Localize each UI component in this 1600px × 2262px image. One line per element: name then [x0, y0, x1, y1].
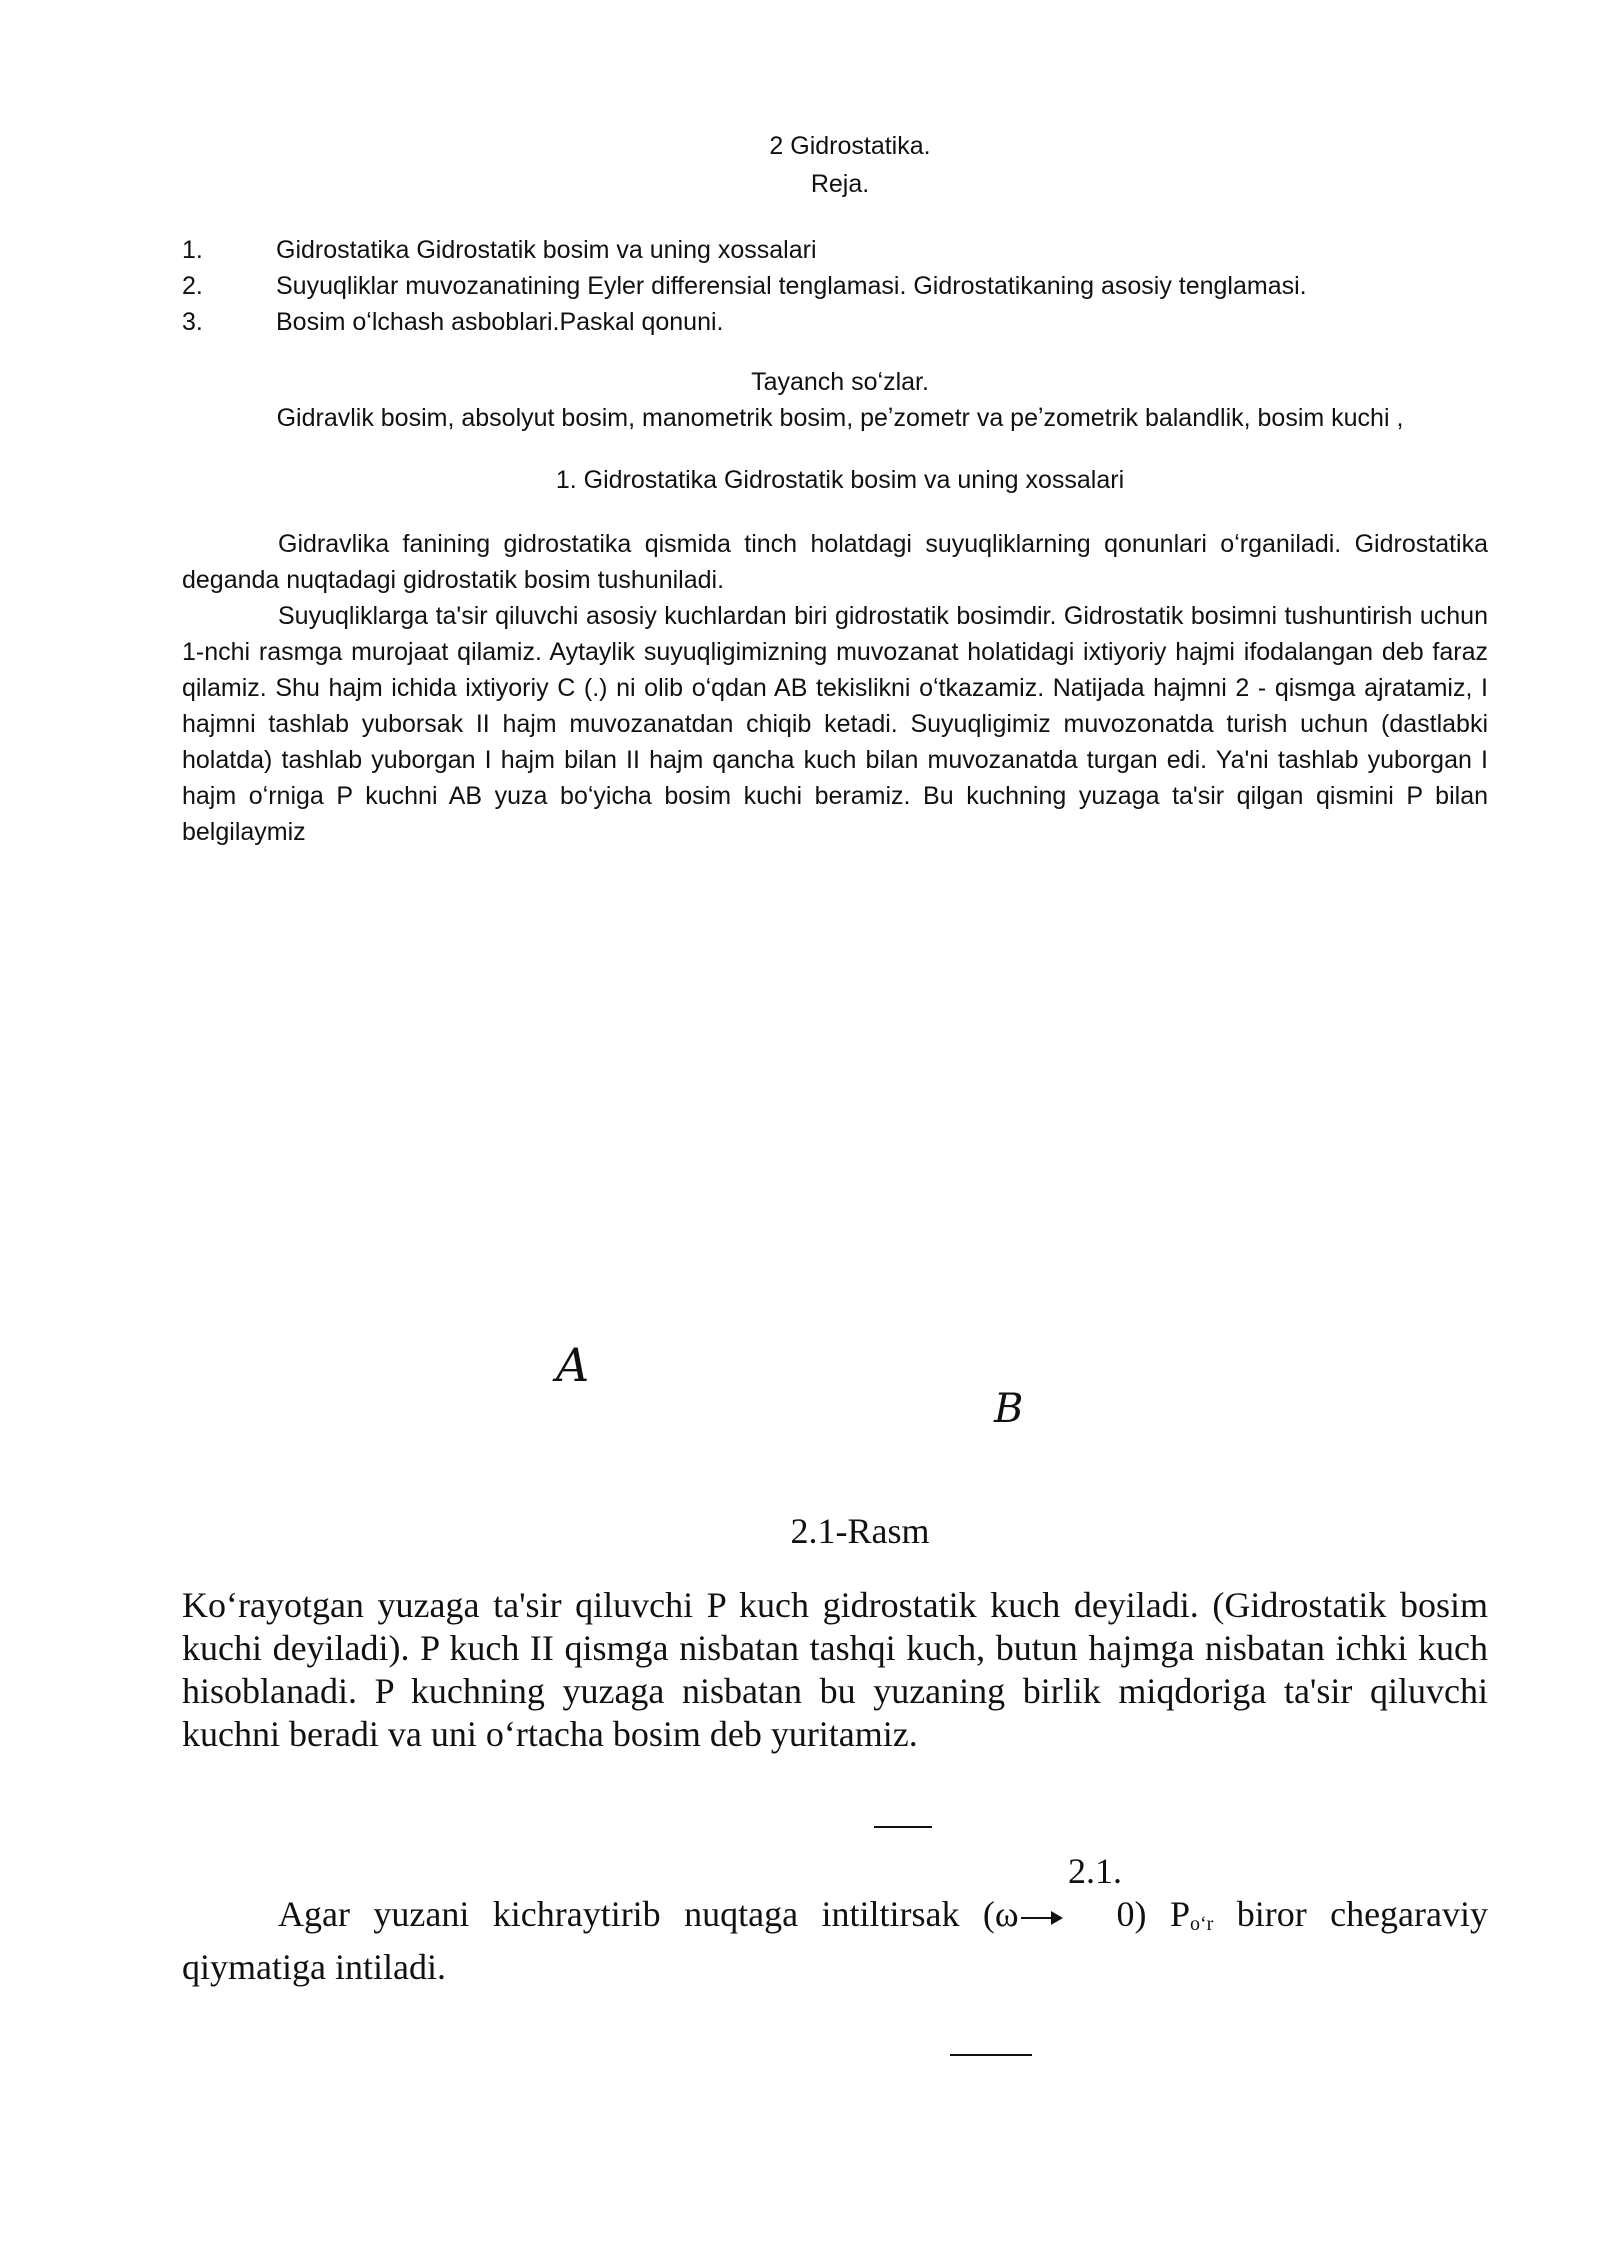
- body-paragraph: [182, 1893, 1488, 1989]
- subscript: oʻr: [1189, 1913, 1214, 1935]
- figure-label-b: B: [994, 1386, 1024, 1432]
- paragraph: Suyuqliklarga ta'sir qiluvchi asosiy kuchlardan biri gidrostatik bosimdir. Gidrostatik bosimni tushuntirish uchun 1-nchi rasmga murojaat qilamiz. Aytaylik suyuqligimizning muvozanat holatidagi ixtiyoriy hajmi ifodalangan deb faraz qilamiz. Shu hajm ichida ixtiyoriy C (.) ni olib oʻqdan AB tekislikni oʻtkazamiz. Natijada hajmni 2 - qismga ajratamiz, I hajmni tashlab yuborsak II hajm muvozanatdan chiqib ketadi. Suyuqligimiz muvozonatda turish uchun (dastlabki holatda) tashlab yuborgan I hajm bilan II hajm qancha kuch bilan muvozanatda turgan edi. Ya'ni tashlab yuborgan I hajm oʻrniga P kuchni AB yuza boʻyicha bosim kuchi beramiz. Bu kuchning yuzaga ta'sir qilgan qismini P bilan belgilaymiz: [182, 602, 1488, 846]
- plan-item-text: Bosim oʻlchash asboblari.Paskal qonuni.: [276, 308, 724, 336]
- paragraph-text: 0) P: [1116, 1894, 1190, 1934]
- section-heading: 1. Gidrostatika Gidrostatik bosim va uning xossalari: [555, 466, 1125, 494]
- chapter-title: 2 Gidrostatika.: [769, 132, 931, 160]
- body-paragraph: [182, 1584, 1488, 1756]
- section-body: [182, 526, 1488, 850]
- plan-item-text: Suyuqliklar muvozanatining Eyler differensial tenglamasi. Gidrostatikaning asosiy tenglamasi.: [276, 272, 1307, 300]
- plan-item: [182, 268, 1307, 304]
- paragraph-text: biror chegaraviy qiymatiga intiladi.: [182, 1894, 1488, 1987]
- plan-title: Reja.: [810, 170, 870, 198]
- paragraph-text: Agar yuzani kichraytirib nuqtaga intiltirsak (ω: [278, 1894, 1019, 1934]
- equation-number: 2.1.: [1068, 1851, 1122, 1891]
- keywords-title: Tayanch soʻzlar.: [751, 368, 929, 396]
- figure-caption: 2.1-Rasm: [790, 1511, 930, 1551]
- plan-item: [182, 232, 817, 268]
- paragraph: Koʻrayotgan yuzaga ta'sir qiluvchi P kuch gidrostatik kuch deyiladi. (Gidrostatik bosim kuchi deyiladi). P kuch II qismga nisbatan tashqi kuch, butun hajmga nisbatan ichki kuch hisoblanadi. P kuchning yuzaga nisbatan bu yuzaning birlik miqdoriga ta'sir qiluvchi kuchni beradi va uni oʻrtacha bosim deb yuritamiz.: [182, 1585, 1488, 1754]
- plan-item-number: 1.: [182, 236, 203, 264]
- paragraph: [182, 1893, 1488, 1989]
- figure-label-a: A: [556, 1338, 590, 1392]
- plan-item-number: 3.: [182, 308, 203, 336]
- formula-fraction-bar: [950, 2054, 1032, 2056]
- paragraph: Gidravlika fanining gidrostatika qismida tinch holatdagi suyuqliklarning qonunlari oʻrganiladi. Gidrostatika deganda nuqtadagi gidrostatik bosim tushuniladi.: [182, 530, 1488, 594]
- plan-item-number: 2.: [182, 272, 203, 300]
- arrow-right-icon: [1021, 1917, 1059, 1919]
- formula-fraction-bar: [874, 1826, 932, 1828]
- plan-item-text: Gidrostatika Gidrostatik bosim va uning xossalari: [276, 236, 817, 264]
- keywords-text: Gidravlik bosim, absolyut bosim, manometrik bosim, peʼzometr va peʼzometrik balandlik, bosim kuchi ,: [276, 404, 1404, 432]
- plan-item: [182, 304, 723, 340]
